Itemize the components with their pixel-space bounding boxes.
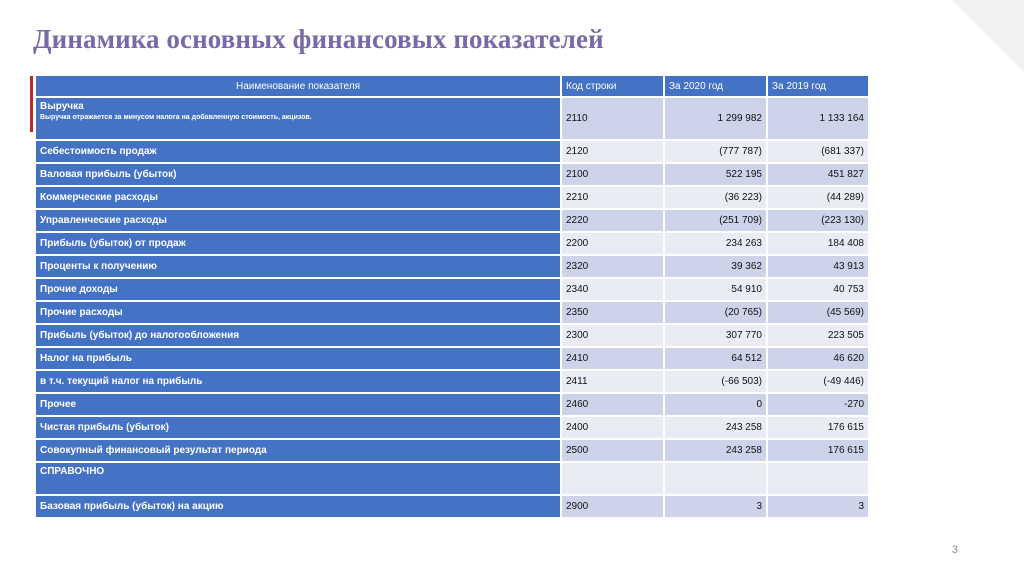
row-value-2019: (681 337): [767, 140, 869, 163]
row-value-2020: 0: [664, 393, 767, 416]
table-row: [35, 97, 869, 140]
row-value-2020: 54 910: [664, 278, 767, 301]
row-value-2019: [767, 462, 869, 495]
table-row: [35, 301, 869, 324]
row-name: Прочее: [35, 393, 561, 416]
row-name: Совокупный финансовый результат периода: [35, 439, 561, 462]
row-value-2020: 1 299 982: [664, 97, 767, 140]
header-year-2020: За 2020 год: [664, 75, 767, 97]
row-name: [35, 97, 561, 140]
row-value-2020: 3: [664, 495, 767, 518]
table-row: [35, 347, 869, 370]
row-code: [561, 462, 664, 495]
financial-table: [34, 74, 870, 519]
row-value-2020: (36 223): [664, 186, 767, 209]
table-header-row: [35, 75, 869, 97]
table-row: [35, 393, 869, 416]
row-name: Прочие расходы: [35, 301, 561, 324]
row-value-2019: (44 289): [767, 186, 869, 209]
corner-decoration: [952, 0, 1024, 72]
row-value-2020: 39 362: [664, 255, 767, 278]
row-code: 2220: [561, 209, 664, 232]
table-row: [35, 324, 869, 347]
table-row: [35, 416, 869, 439]
page-title: Динамика основных финансовых показателей: [33, 24, 604, 54]
row-code: 2300: [561, 324, 664, 347]
row-code: 2210: [561, 186, 664, 209]
row-name: Чистая прибыль (убыток): [35, 416, 561, 439]
row-note: Выручка отражается за минусом налога на добавленную стоимость, акцизов.: [40, 114, 312, 121]
table-row: [35, 232, 869, 255]
row-value-2020: (777 787): [664, 140, 767, 163]
table-row: [35, 495, 869, 518]
row-value-2019: (45 569): [767, 301, 869, 324]
row-name: в т.ч. текущий налог на прибыль: [35, 370, 561, 393]
row-code: 2320: [561, 255, 664, 278]
table-row: [35, 186, 869, 209]
row-name: Прибыль (убыток) от продаж: [35, 232, 561, 255]
row-name: Коммерческие расходы: [35, 186, 561, 209]
row-code: 2200: [561, 232, 664, 255]
row-value-2020: 522 195: [664, 163, 767, 186]
table-row: [35, 255, 869, 278]
row-value-2020: [664, 462, 767, 495]
row-value-2020: 64 512: [664, 347, 767, 370]
row-value-2019: (-49 446): [767, 370, 869, 393]
row-name: Валовая прибыль (убыток): [35, 163, 561, 186]
row-value-2019: 451 827: [767, 163, 869, 186]
table-row: [35, 462, 869, 495]
row-value-2019: 1 133 164: [767, 97, 869, 140]
row-value-2020: 243 258: [664, 416, 767, 439]
row-code: 2120: [561, 140, 664, 163]
row-code: 2500: [561, 439, 664, 462]
row-name-text: Выручка: [40, 101, 84, 112]
row-value-2020: 307 770: [664, 324, 767, 347]
row-value-2019: 46 620: [767, 347, 869, 370]
row-code: 2350: [561, 301, 664, 324]
header-year-2019: За 2019 год: [767, 75, 869, 97]
row-code: 2100: [561, 163, 664, 186]
row-value-2020: 243 258: [664, 439, 767, 462]
header-indicator-name: Наименование показателя: [35, 75, 561, 97]
row-name: Себестоимость продаж: [35, 140, 561, 163]
table-row: [35, 278, 869, 301]
row-name: СПРАВОЧНО: [35, 462, 561, 495]
row-name: Базовая прибыль (убыток) на акцию: [35, 495, 561, 518]
row-code: 2410: [561, 347, 664, 370]
row-value-2019: 176 615: [767, 439, 869, 462]
header-row-code: Код строки: [561, 75, 664, 97]
row-value-2019: -270: [767, 393, 869, 416]
page-number: 3: [951, 544, 958, 556]
table-row: [35, 439, 869, 462]
row-name: Прочие доходы: [35, 278, 561, 301]
row-value-2020: (-66 503): [664, 370, 767, 393]
table-row: [35, 163, 869, 186]
row-value-2019: 43 913: [767, 255, 869, 278]
table-row: [35, 209, 869, 232]
accent-bar: [30, 76, 33, 132]
row-value-2019: 223 505: [767, 324, 869, 347]
table-row: [35, 140, 869, 163]
row-value-2019: 176 615: [767, 416, 869, 439]
row-value-2019: 40 753: [767, 278, 869, 301]
row-code: 2411: [561, 370, 664, 393]
row-name: Налог на прибыль: [35, 347, 561, 370]
row-code: 2340: [561, 278, 664, 301]
row-name: Проценты к получению: [35, 255, 561, 278]
row-code: 2460: [561, 393, 664, 416]
row-code: 2400: [561, 416, 664, 439]
row-value-2019: 184 408: [767, 232, 869, 255]
row-code: 2900: [561, 495, 664, 518]
table-row: [35, 370, 869, 393]
row-value-2019: (223 130): [767, 209, 869, 232]
row-name: Прибыль (убыток) до налогообложения: [35, 324, 561, 347]
row-value-2019: 3: [767, 495, 869, 518]
row-code: 2110: [561, 97, 664, 140]
row-value-2020: (20 765): [664, 301, 767, 324]
row-value-2020: 234 263: [664, 232, 767, 255]
row-name: Управленческие расходы: [35, 209, 561, 232]
row-value-2020: (251 709): [664, 209, 767, 232]
